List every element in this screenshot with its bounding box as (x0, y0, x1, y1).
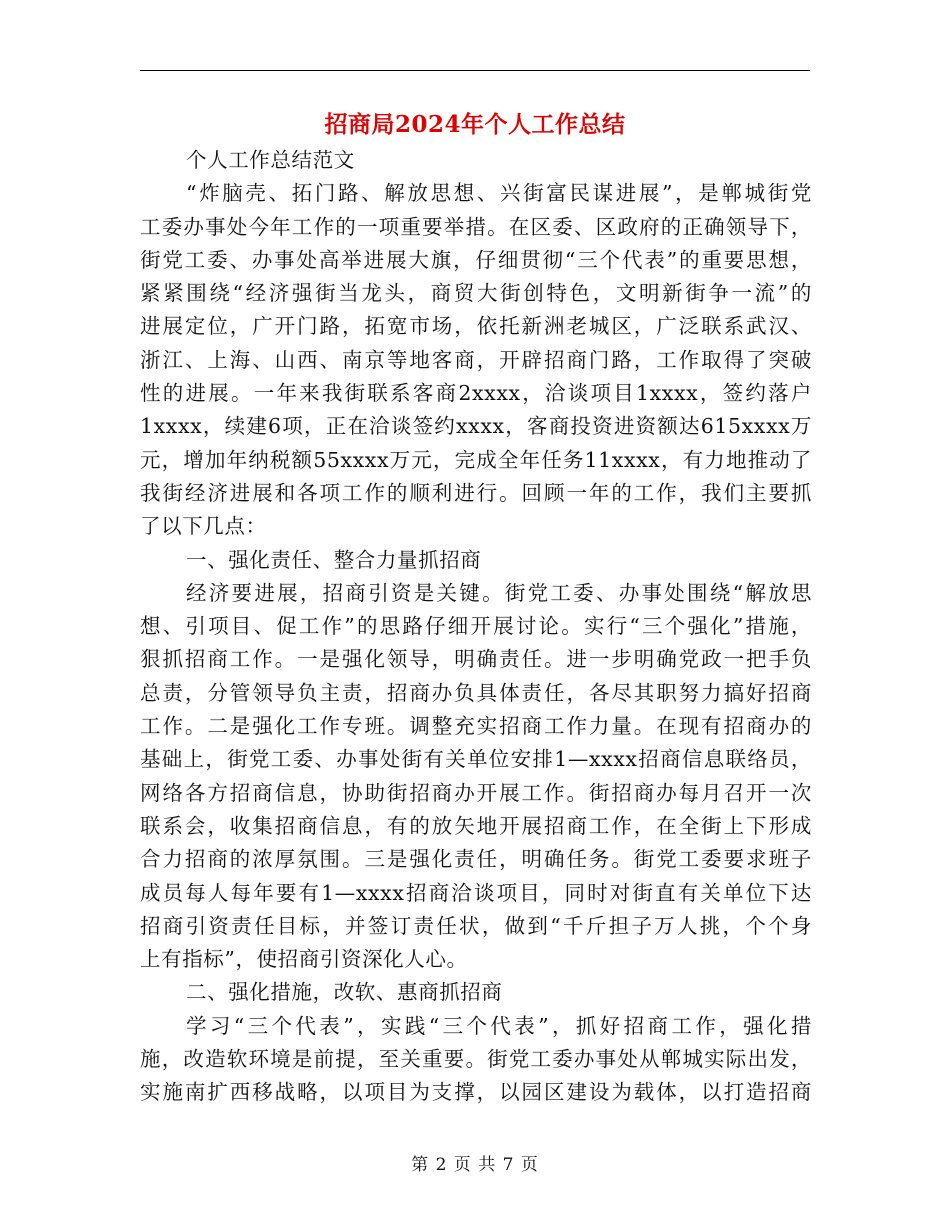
paragraph-line: 狠抓招商工作。一是强化领导，明确责任。进一步明确党政一把手负 (140, 647, 812, 672)
document-body (140, 144, 812, 1110)
paragraph-line: 工委办事处今年工作的一项重要举措。在区委、区政府的正确领导下， (140, 214, 812, 239)
header-rule (140, 70, 810, 71)
paragraph-line: 上有指标”，使招商引资深化人心。 (140, 947, 468, 972)
paragraph-line: 基础上，街党工委、办事处街有关单位安排1—xxxx招商信息联络员， (140, 747, 812, 772)
section-heading-1: 一、强化责任、整合力量抓招商 (186, 547, 482, 572)
paragraph-line: “炸脑壳、拓门路、解放思想、兴街富民谋进展”，是郸城街党 (186, 181, 812, 206)
paragraph-line: 学习“三个代表”，实践“三个代表”，抓好招商工作，强化措 (186, 1013, 812, 1038)
paragraph-line: 实施南扩西移战略，以项目为支撑，以园区建设为载体，以打造招商 (140, 1080, 812, 1105)
paragraph-line: 了以下几点： (140, 514, 267, 539)
paragraph-line: 经济要进展，招商引资是关键。街党工委、办事处围绕“解放思 (186, 580, 812, 605)
paragraph-line: 紧紧围绕“经济强街当龙头，商贸大街创特色，文明新街争一流”的 (140, 281, 812, 306)
paragraph-line: 施，改造软环境是前提，至关重要。街党工委办事处从郸城实际出发， (140, 1047, 812, 1072)
paragraph-line: 工作。二是强化工作专班。调整充实招商工作力量。在现有招商办的 (140, 714, 812, 739)
paragraph-line: 街党工委、办事处高举进展大旗，仔细贯彻“三个代表”的重要思想， (140, 247, 812, 272)
paragraph-line: 进展定位，广开门路，拓宽市场，依托新洲老城区，广泛联系武汉、 (140, 314, 812, 339)
section-heading-2: 二、强化措施，改软、惠商抓招商 (186, 980, 503, 1005)
paragraph-line: 想、引项目、促工作”的思路仔细开展讨论。实行“三个强化”措施， (140, 614, 812, 639)
paragraph-line: 网络各方招商信息，协助街招商办开展工作。街招商办每月召开一次 (140, 780, 812, 805)
document-title: 招商局2024年个人工作总结 (324, 111, 626, 138)
paragraph-line: 元，增加年纳税额55xxxx万元，完成全年任务11xxxx，有力地推动了 (140, 447, 812, 472)
page-footer (0, 1153, 950, 1177)
paragraph-line: 成员每人每年要有1—xxxx招商洽谈项目，同时对街直有关单位下达 (140, 880, 812, 905)
paragraph-line: 性的进展。一年来我街联系客商2xxxx，洽谈项目1xxxx，签约落户 (140, 381, 812, 406)
section-subtitle: 个人工作总结范文 (186, 148, 355, 172)
paragraph-line: 合力招商的浓厚氛围。三是强化责任，明确任务。街党工委要求班子 (140, 847, 812, 872)
paragraph-line: 浙江、上海、山西、南京等地客商，开辟招商门路，工作取得了突破 (140, 347, 812, 372)
paragraph-line: 1xxxx，续建6项，正在洽谈签约xxxx，客商投资进资额达615xxxx万 (140, 414, 812, 439)
paragraph-line: 招商引资责任目标，并签订责任状，做到“千斤担子万人挑，个个身 (140, 913, 812, 938)
paragraph-line: 总责，分管领导负主责，招商办负具体责任，各尽其职努力搞好招商 (140, 680, 812, 705)
page-number-label: 第 2 页 共 7 页 (411, 1155, 539, 1175)
paragraph-line: 我街经济进展和各项工作的顺利进行。回顾一年的工作，我们主要抓 (140, 480, 812, 505)
paragraph-line: 联系会，收集招商信息，有的放矢地开展招商工作，在全街上下形成 (140, 813, 812, 838)
